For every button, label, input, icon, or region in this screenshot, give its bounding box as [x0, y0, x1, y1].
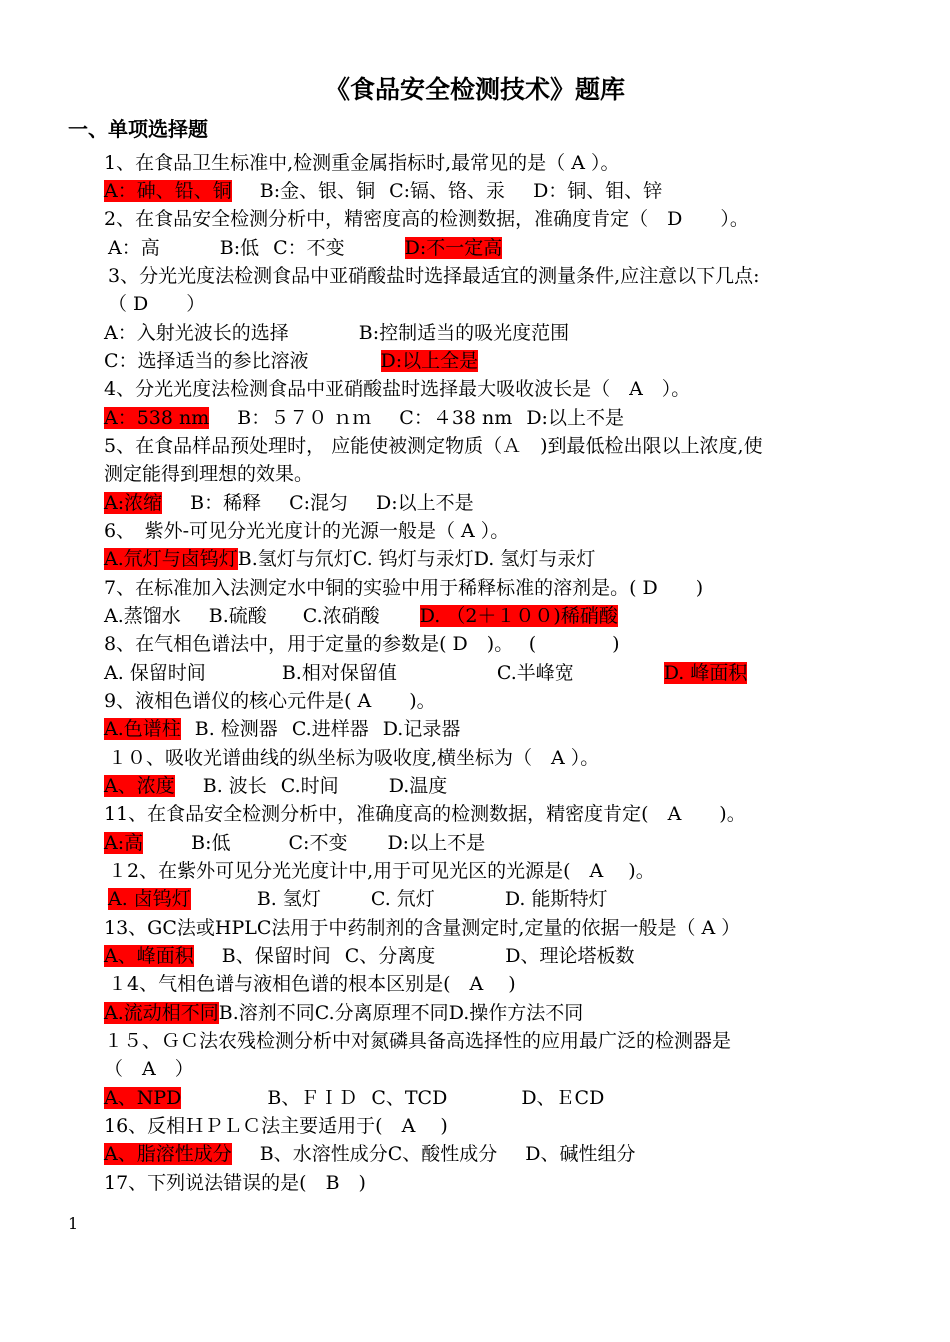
question-6: 6、 紫外-可见分光光度计的光源一般是（ A ）。	[104, 520, 510, 542]
option-b: B:金、银、铜	[259, 180, 376, 202]
option-c: C、TCD	[371, 1087, 448, 1109]
question-12: １2、在紫外可见分光光度计中,用于可见光区的光源是( A )。	[108, 860, 655, 882]
option-a: A：入射光波长的选择	[104, 322, 289, 344]
question-10: １０、吸收光谱曲线的纵坐标为吸收度,横坐标为（ A ）。	[108, 747, 600, 769]
section-heading: 一、单项选择题	[68, 117, 208, 141]
option-d: D. 能斯特灯	[504, 888, 608, 910]
question-7-options	[104, 603, 618, 629]
question-5: 5、在食品样品预处理时， 应能使被测定物质（Ａ )到最低检出限以上浓度,使	[104, 435, 763, 457]
question-3-options-1	[104, 320, 569, 346]
question-16-options	[104, 1141, 635, 1167]
question-1-options	[104, 178, 662, 204]
option-d: D、ＥCD	[521, 1087, 605, 1109]
option-d: D：铜、钼、锌	[533, 180, 663, 202]
option-d: D、理论塔板数	[505, 945, 635, 967]
question-7: 7、在标准加入法测定水中铜的实验中用于稀释标准的溶剂是。( D )	[104, 577, 704, 599]
question-1: 1、在食品卫生标准中,检测重金属指标时,最常见的是（ A ）。	[104, 152, 620, 174]
option-a: A.蒸馏水	[104, 605, 181, 627]
question-4: 4、分光光度法检测食品中亚硝酸盐时选择最大吸收波长是（ A ）。	[104, 378, 691, 400]
option-d-answer: D:不一定高	[404, 237, 503, 259]
option-a: A：高	[108, 237, 160, 259]
question-15: １５、ＧＣ法农残检测分析中对氮磷具备高选择性的应用最广泛的检测器是	[104, 1030, 732, 1052]
option-a-answer: A.氘灯与卤钨灯	[104, 548, 238, 570]
option-c: C.浓硝酸	[302, 605, 380, 627]
question-2-options	[108, 235, 502, 261]
option-c: C.进样器	[291, 718, 369, 740]
question-15-options	[104, 1085, 604, 1111]
question-3-answer: （ D ）	[108, 293, 206, 315]
question-4-options	[104, 405, 624, 431]
question-17: 17、下列说法错误的是( B )	[104, 1172, 366, 1194]
option-d: D:以上不是	[376, 492, 474, 514]
option-d: D.温度	[388, 775, 448, 797]
option-a-answer: A:高	[104, 832, 144, 854]
option-a-answer: A:浓缩	[104, 492, 163, 514]
question-13-options	[104, 943, 634, 969]
question-8-options	[104, 660, 747, 686]
option-a: A. 保留时间	[104, 662, 206, 684]
option-c: C：选择适当的参比溶液	[104, 350, 309, 372]
option-b: B:低	[219, 237, 260, 259]
option-c: C、酸性成分	[387, 1143, 498, 1165]
option-b: B、ＦＩＤ	[267, 1087, 358, 1109]
option-c: C、分离度	[344, 945, 436, 967]
option-d: D、碱性组分	[525, 1143, 636, 1165]
page-number: 1	[68, 1214, 79, 1233]
option-c: C:镉、铬、汞	[389, 180, 506, 202]
option-d-answer: D. （2＋１００)稀硝酸	[419, 605, 618, 627]
question-16: 16、反相ＨＰＬＣ法主要适用于( A )	[104, 1115, 448, 1137]
option-c: C:不变	[288, 832, 348, 854]
option-d: D.记录器	[382, 718, 461, 740]
question-3-options-2	[104, 348, 478, 374]
option-a-answer: A. 卤钨灯	[108, 888, 191, 910]
option-b: B. 波长	[202, 775, 267, 797]
question-14-options	[104, 1000, 583, 1026]
option-d-answer: D:以上全是	[380, 350, 479, 372]
question-10-options	[104, 773, 447, 799]
question-8: 8、在气相色谱法中，用于定量的参数是( D )。 ( )	[104, 633, 620, 655]
option-b: B:控制适当的吸光度范围	[358, 322, 570, 344]
option-b: B、保留时间	[221, 945, 331, 967]
question-12-options	[108, 886, 607, 912]
option-c: C：４38 nm	[399, 407, 513, 429]
document-title: 《食品安全检测技术》题库	[324, 75, 625, 104]
option-b: B、水溶性成分	[259, 1143, 388, 1165]
option-b: B：５７０ ｎｍ	[237, 407, 372, 429]
option-c: C:混匀	[289, 492, 349, 514]
option-d: D:以上不是	[387, 832, 486, 854]
option-a-answer: A、脂溶性成分	[104, 1143, 232, 1165]
option-d: D. 氢灯与汞灯	[473, 548, 596, 570]
option-d: D.操作方法不同	[448, 1002, 584, 1024]
question-9-options	[104, 716, 460, 742]
option-b: B.氢灯与氘灯	[237, 548, 353, 570]
option-b: B:低	[191, 832, 231, 854]
option-a-answer: A、峰面积	[104, 945, 194, 967]
option-a-answer: A.色谱柱	[104, 718, 181, 740]
option-a-answer: A：砷、铅、铜	[104, 180, 232, 202]
option-b: B. 氢灯	[256, 888, 321, 910]
question-11-options	[104, 830, 485, 856]
question-6-options	[104, 546, 595, 572]
option-b: B.硫酸	[208, 605, 267, 627]
option-c: C. 氘灯	[370, 888, 435, 910]
question-5-cont: 测定能得到理想的效果。	[104, 463, 314, 485]
question-13: 13、GC法或HPLC法用于中药制剂的含量测定时,定量的依据一般是（ A ）	[104, 917, 741, 939]
question-14: １4、气相色谱与液相色谱的根本区别是( A )	[108, 973, 516, 995]
option-a-answer: A.流动相不同	[104, 1002, 219, 1024]
question-3: 3、分光光度法检测食品中亚硝酸盐时选择最适宜的测量条件,应注意以下几点:	[108, 265, 760, 287]
option-d-answer: D. 峰面积	[663, 662, 748, 684]
question-11: 11、在食品安全检测分析中，准确度高的检测数据，精密度肯定( A )。	[104, 803, 746, 825]
option-c: C.分离原理不同	[314, 1002, 449, 1024]
option-c: C.半峰宽	[496, 662, 574, 684]
question-9: 9、液相色谱仪的核心元件是( A )。	[104, 690, 436, 712]
question-5-options	[104, 490, 474, 516]
option-c: C：不变	[273, 237, 345, 259]
option-c: C. 钨灯与汞灯	[352, 548, 474, 570]
option-b: B：稀释	[190, 492, 262, 514]
option-a-answer: A、浓度	[104, 775, 175, 797]
option-d: D:以上不是	[526, 407, 624, 429]
option-a-answer: A、NPD	[104, 1087, 182, 1109]
option-c: C.时间	[280, 775, 339, 797]
option-a-answer: A：538 nm	[104, 407, 210, 429]
option-b: B. 检测器	[194, 718, 278, 740]
question-2: 2、在食品安全检测分析中，精密度高的检测数据，准确度肯定（ D ）。	[104, 208, 749, 230]
option-b: B.相对保留值	[281, 662, 397, 684]
question-15-answer: （ A ）	[104, 1058, 194, 1080]
option-b: B.溶剂不同	[218, 1002, 315, 1024]
